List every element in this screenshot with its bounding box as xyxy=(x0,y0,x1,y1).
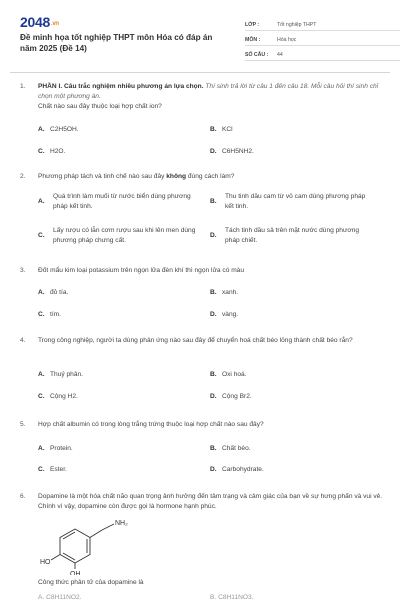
answer-letter: A. xyxy=(38,371,45,378)
answer-text: Oxi hoá. xyxy=(222,371,247,378)
meta-row-count xyxy=(245,46,400,61)
answer-text: Cộng H2. xyxy=(50,393,78,400)
answer-text: Quá trình làm muối từ nước biển dùng phương pháp kết tinh. xyxy=(53,193,191,210)
answer-text: Protein. xyxy=(50,445,73,452)
answer-letter: B. xyxy=(210,371,217,378)
ring-double-bond xyxy=(63,553,75,560)
answer-text: tím. xyxy=(50,311,61,318)
answer-text: Lấy rượu có lẫn cơm rượu sau khi lên men dùng phương pháp chưng cất. xyxy=(53,227,196,244)
answer-letter: C. xyxy=(38,232,45,239)
chain-bond xyxy=(102,524,114,530)
hydroxyl-label: OH xyxy=(70,571,81,575)
ring-double-bond xyxy=(63,532,75,539)
question-text xyxy=(38,172,383,182)
answer-option[interactable] xyxy=(210,310,238,320)
header-divider xyxy=(10,72,390,73)
answer-option[interactable] xyxy=(38,288,68,298)
answer-option[interactable] xyxy=(210,226,375,246)
question-text: Hợp chất albumin có trong lòng trắng trứng thuộc loại hợp chất nào sau đây? xyxy=(38,421,264,428)
answer-option[interactable] xyxy=(210,370,247,380)
part-instructions: Thí sinh trả lời từ câu 1 đến câu 18. Mỗi câu hỏi thí sinh chỉ chọn một phương án. xyxy=(38,83,379,100)
answer-text: H2O. xyxy=(50,148,66,155)
part-title: PHẦN I. Câu trắc nghiệm nhiều phương án lựa chọn. xyxy=(38,83,204,90)
question-2 xyxy=(20,172,385,257)
question-3 xyxy=(20,266,385,328)
question-number: 6. xyxy=(20,493,26,500)
question-1 xyxy=(20,82,385,162)
meta-key: SỐ CÂU : xyxy=(245,52,269,58)
answer-letter: C. xyxy=(38,393,45,400)
answer-letter: B. xyxy=(210,198,217,205)
answer-text: C8H11NO3. xyxy=(218,594,254,600)
answer-letter: B. xyxy=(210,126,217,133)
answer-option[interactable] xyxy=(38,392,78,402)
answer-letter: C. xyxy=(38,311,45,318)
answer-text: Thuỷ phân. xyxy=(50,371,83,378)
meta-key: LỚP : xyxy=(245,22,260,28)
answer-option[interactable] xyxy=(38,465,67,475)
question-text xyxy=(38,82,383,112)
meta-value: Tốt nghiệp THPT xyxy=(277,22,317,28)
question-5 xyxy=(20,420,385,480)
answer-letter: D. xyxy=(210,311,217,318)
question-text-part: đúng cách làm? xyxy=(186,173,235,180)
answer-option[interactable] xyxy=(38,147,65,157)
answer-option[interactable] xyxy=(38,370,83,380)
question-text-part: Phương pháp tách và tinh chế nào sau đây xyxy=(38,173,167,180)
answer-text: Ester. xyxy=(50,466,67,473)
answer-option[interactable] xyxy=(210,288,238,298)
answer-option[interactable] xyxy=(210,444,251,454)
answer-option[interactable] xyxy=(210,465,264,475)
answer-text: đỏ tía. xyxy=(50,289,69,296)
question-number: 1. xyxy=(20,83,26,90)
answer-text: C2H5OH. xyxy=(50,126,79,133)
answer-letter: B. xyxy=(210,594,217,600)
answer-letter: B. xyxy=(210,289,217,296)
answer-letter: C. xyxy=(38,466,45,473)
amine-label: NH₂ xyxy=(115,520,128,527)
answer-letter: D. xyxy=(210,232,217,239)
dopamine-structure-diagram xyxy=(40,517,150,575)
logo-suffix: .vn xyxy=(50,21,59,27)
answer-letter: A. xyxy=(38,594,45,600)
question-number: 3. xyxy=(20,267,26,274)
question-prompt: Chất nào sau đây thuộc loại hợp chất ion? xyxy=(38,103,162,110)
answer-option[interactable] xyxy=(210,125,233,135)
meta-row-class xyxy=(245,16,400,31)
answer-option[interactable] xyxy=(38,125,79,135)
answer-option[interactable] xyxy=(38,444,73,454)
answer-letter: A. xyxy=(38,198,45,205)
meta-value: 44 xyxy=(277,52,283,58)
document-title: Đề minh họa tốt nghiệp THPT môn Hóa có đáp án năm 2025 (Đề 14) xyxy=(20,33,213,53)
chain-bond xyxy=(90,530,102,538)
negation-emphasis: không xyxy=(166,173,187,180)
answer-text: xanh. xyxy=(222,289,239,296)
meta-value: Hóa học xyxy=(277,37,297,43)
answer-text: Carbohydrate. xyxy=(222,466,264,473)
page-header xyxy=(20,14,385,64)
answer-text: Cộng Br2. xyxy=(222,393,252,400)
question-text: Trong công nghiệp, người ta dùng phản ứng nào sau đây để chuyển hoá chất béo lỏng thành chất béo rắn? xyxy=(38,337,353,344)
site-logo[interactable] xyxy=(20,14,59,30)
hydroxyl-label: HO xyxy=(40,559,51,566)
question-number: 5. xyxy=(20,421,26,428)
answer-option[interactable] xyxy=(38,192,203,212)
hydroxyl-bond xyxy=(51,555,60,561)
question-4 xyxy=(20,336,385,408)
answer-option[interactable] xyxy=(38,226,203,246)
answer-text: vàng. xyxy=(222,311,239,318)
answer-letter: B. xyxy=(210,445,217,452)
question-text: Đốt mẩu kim loại potassium trên ngọn lửa đèn khí thì ngọn lửa có màu xyxy=(38,267,245,274)
question-text: Dopamine là một hóa chất não quan trọng ảnh hưởng đến tâm trạng và cảm giác của bạn về sự hưng phấn và vui vẻ. Chính vì vậy, dopamine còn được gọi là hormone hạnh phúc. xyxy=(38,493,383,510)
answer-letter: D. xyxy=(210,393,217,400)
answer-letter: D. xyxy=(210,148,217,155)
answer-option[interactable] xyxy=(38,310,61,320)
answer-text: C6H5NH2. xyxy=(222,148,254,155)
answer-text: Thu tinh dầu cam từ vỏ cam dùng phương pháp kết tinh. xyxy=(225,193,366,210)
question-number: 4. xyxy=(20,337,26,344)
answer-option[interactable] xyxy=(210,192,375,212)
meta-table xyxy=(245,16,400,61)
answer-option[interactable] xyxy=(38,594,82,600)
question-6-prompt xyxy=(20,578,385,590)
answer-letter: C. xyxy=(38,148,45,155)
question-number: 2. xyxy=(20,173,26,180)
answer-text: Tách tinh dầu sả trên mặt nước dùng phương pháp chiết. xyxy=(225,227,360,244)
answer-letter: D. xyxy=(210,466,217,473)
answer-option[interactable] xyxy=(210,147,254,157)
benzene-ring xyxy=(60,529,90,563)
answer-option[interactable] xyxy=(210,594,254,600)
answer-letter: A. xyxy=(38,445,45,452)
meta-row-subject xyxy=(245,31,400,46)
answer-letter: A. xyxy=(38,289,45,296)
answer-text: Chất béo. xyxy=(222,445,251,452)
question-prompt: Công thức phân tử của dopamine là xyxy=(38,579,144,586)
answer-option[interactable] xyxy=(210,392,252,402)
logo-text: 2048 xyxy=(20,14,50,30)
answer-text: C8H11NO2. xyxy=(46,594,82,600)
meta-key: MÔN : xyxy=(245,37,261,43)
answer-text: KCl xyxy=(222,126,233,133)
answer-letter: A. xyxy=(38,126,45,133)
